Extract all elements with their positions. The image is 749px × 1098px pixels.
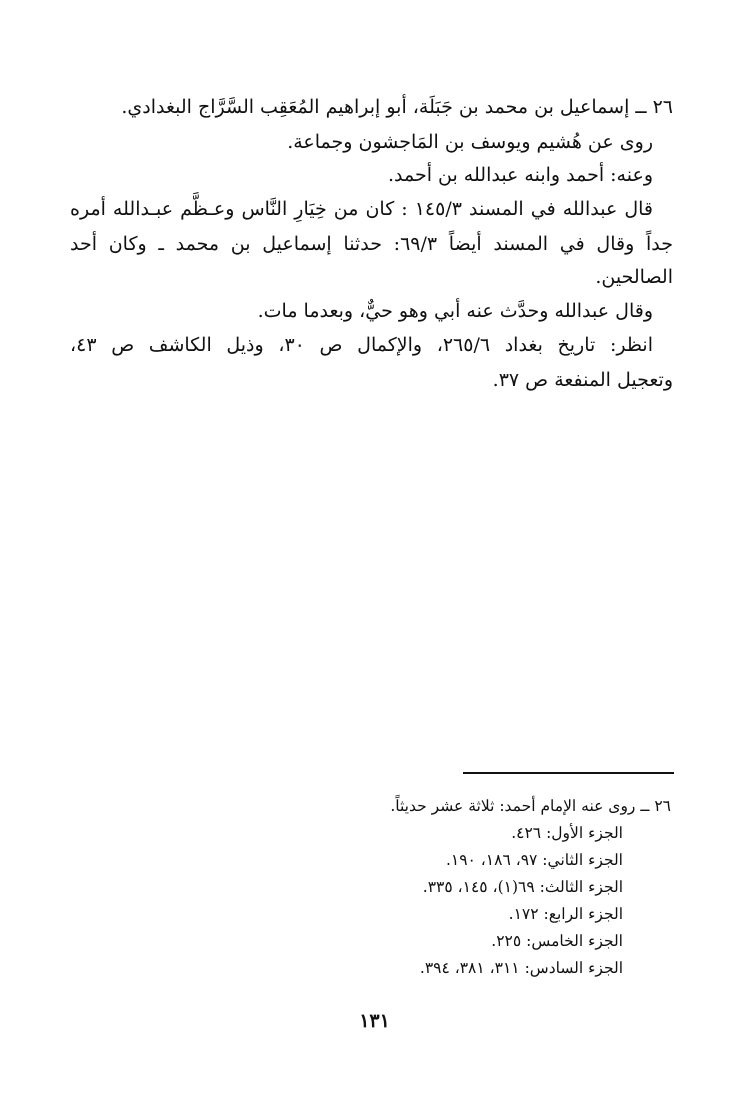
page-number: ١٣١: [359, 1010, 390, 1032]
footnote-part-4: الجزء الرابع: ١٧٢.: [508, 905, 623, 923]
footnote-intro: ٢٦ ــ روى عنه الإمام أحمد: ثلاثة عشر حديثاً.: [390, 797, 671, 815]
footnote-part-6: الجزء السادس: ٣١١، ٣٨١، ٣٩٤.: [419, 959, 623, 977]
entry-references-line-1: انظر: تاريخ بغداد ٢٦٥/٦، والإكمال ص ٣٠، وذيل الكاشف ص ٤٣،: [70, 334, 653, 356]
entry-quote-line-2: جداً وقال في المسند أيضاً ٦٩/٣: حدثنا إسماعيل بن محمد ـ وكان أحد: [70, 233, 673, 255]
footnote-part-2: الجزء الثاني: ٩٧، ١٨٦، ١٩٠.: [445, 851, 623, 869]
entry-heading: ٢٦ ــ إسماعيل بن محمد بن جَبَلَة، أبو إبراهيم المُعَقِب السَّرَّاج البغدادي.: [121, 96, 673, 118]
entry-narrators-from: روى عن هُشيم ويوسف بن المَاجشون وجماعة.: [287, 131, 653, 153]
entry-narrators-to: وعنه: أحمد وابنه عبدالله بن أحمد.: [387, 164, 653, 186]
entry-quote-line-3: الصالحين.: [595, 266, 673, 288]
entry-quote-line-4: وقال عبدالله وحدَّث عنه أبي وهو حيٌّ، وبعدما مات.: [257, 300, 653, 322]
entry-references-line-2: وتعجيل المنفعة ص ٣٧.: [492, 369, 673, 391]
footnote-part-1: الجزء الأول: ٤٢٦.: [511, 824, 623, 842]
footnote-part-3: الجزء الثالث: ٦٩(١)، ١٤٥، ٣٣٥.: [422, 878, 623, 896]
footnote-separator: [463, 772, 674, 774]
footnote-part-5: الجزء الخامس: ٢٢٥.: [491, 932, 623, 950]
entry-quote-line-1: قال عبدالله في المسند ١٤٥/٣ : كان من خِيَارِ النَّاس وعـظَّم عبـدالله أمره: [70, 198, 653, 220]
